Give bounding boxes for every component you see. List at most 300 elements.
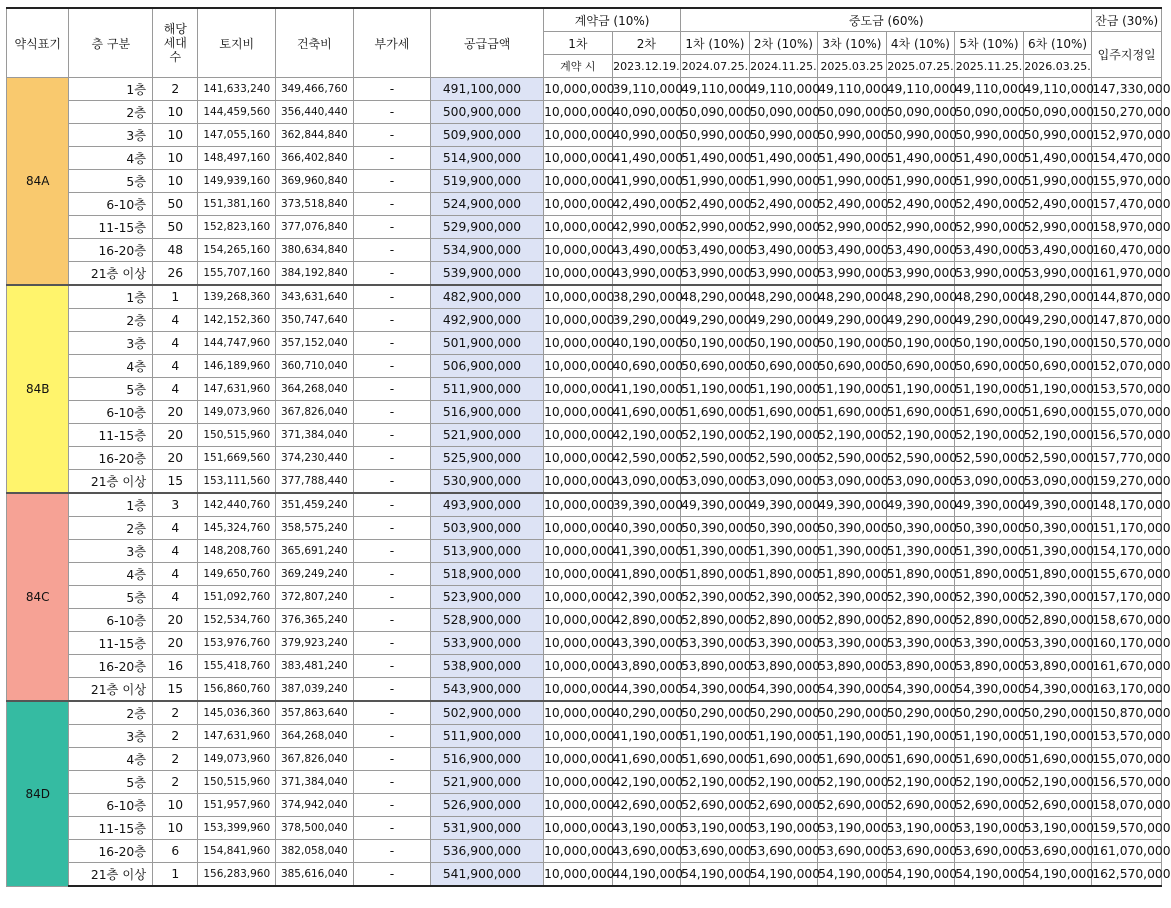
deposit-2-cell: 42,990,000 <box>612 216 681 239</box>
interim-4-cell: 53,890,000 <box>886 655 955 678</box>
interim-4-cell: 50,190,000 <box>886 332 955 355</box>
balance-cell: 158,070,000 <box>1092 794 1162 817</box>
interim-1-cell: 50,690,000 <box>681 355 750 378</box>
interim-2-cell: 51,690,000 <box>749 401 818 424</box>
interim-1-cell: 54,190,000 <box>681 863 750 887</box>
interim-5-cell: 53,090,000 <box>955 470 1024 494</box>
interim-6-cell: 48,290,000 <box>1023 285 1092 309</box>
deposit-2-cell: 40,090,000 <box>612 101 681 124</box>
supply-amount-cell: 543,900,000 <box>431 678 544 702</box>
land-cost-cell: 142,440,760 <box>198 493 276 517</box>
vat-cell: - <box>353 424 431 447</box>
supply-amount-cell: 503,900,000 <box>431 517 544 540</box>
floor-cell: 3층 <box>69 540 153 563</box>
table-header <box>7 8 1162 78</box>
interim-6-cell: 52,990,000 <box>1023 216 1092 239</box>
interim-1-cell: 51,190,000 <box>681 725 750 748</box>
header-balance: 잔금 (30%) <box>1092 8 1162 32</box>
units-cell: 2 <box>153 701 198 725</box>
interim-5-cell: 50,290,000 <box>955 701 1024 725</box>
interim-2-cell: 53,890,000 <box>749 655 818 678</box>
deposit-2-cell: 43,890,000 <box>612 655 681 678</box>
deposit-1-cell: 10,000,000 <box>544 124 613 147</box>
interim-3-cell: 53,690,000 <box>818 840 887 863</box>
deposit-1-cell: 10,000,000 <box>544 101 613 124</box>
deposit-2-cell: 42,890,000 <box>612 609 681 632</box>
deposit-2-cell: 40,690,000 <box>612 355 681 378</box>
deposit-1-cell: 10,000,000 <box>544 794 613 817</box>
interim-3-cell: 50,690,000 <box>818 355 887 378</box>
table-row <box>7 170 1162 193</box>
table-row <box>7 701 1162 725</box>
deposit-2-cell: 40,290,000 <box>612 701 681 725</box>
header-date-interim-4: 2025.07.25. <box>886 55 955 78</box>
interim-4-cell: 51,190,000 <box>886 725 955 748</box>
table-row <box>7 563 1162 586</box>
balance-cell: 155,970,000 <box>1092 170 1162 193</box>
interim-2-cell: 52,390,000 <box>749 586 818 609</box>
deposit-2-cell: 39,110,000 <box>612 78 681 101</box>
land-cost-cell: 150,515,960 <box>198 424 276 447</box>
interim-4-cell: 53,990,000 <box>886 262 955 286</box>
interim-4-cell: 52,590,000 <box>886 447 955 470</box>
interim-4-cell: 52,890,000 <box>886 609 955 632</box>
units-cell: 6 <box>153 840 198 863</box>
floor-cell: 5층 <box>69 586 153 609</box>
supply-amount-cell: 482,900,000 <box>431 285 544 309</box>
interim-1-cell: 50,190,000 <box>681 332 750 355</box>
deposit-2-cell: 41,390,000 <box>612 540 681 563</box>
table-row <box>7 285 1162 309</box>
interim-3-cell: 52,490,000 <box>818 193 887 216</box>
supply-amount-cell: 530,900,000 <box>431 470 544 494</box>
interim-4-cell: 52,990,000 <box>886 216 955 239</box>
interim-3-cell: 52,690,000 <box>818 794 887 817</box>
interim-5-cell: 53,490,000 <box>955 239 1024 262</box>
deposit-2-cell: 42,490,000 <box>612 193 681 216</box>
interim-3-cell: 51,690,000 <box>818 748 887 771</box>
building-cost-cell: 350,747,640 <box>276 309 354 332</box>
interim-5-cell: 49,290,000 <box>955 309 1024 332</box>
supply-amount-cell: 502,900,000 <box>431 701 544 725</box>
table-row <box>7 101 1162 124</box>
interim-4-cell: 53,690,000 <box>886 840 955 863</box>
header-sub-interim-5: 5차 (10%) <box>955 32 1024 55</box>
header-units-label: 해당 세대수 <box>163 22 187 64</box>
interim-4-cell: 49,390,000 <box>886 493 955 517</box>
floor-cell: 3층 <box>69 725 153 748</box>
interim-4-cell: 54,190,000 <box>886 863 955 887</box>
floor-cell: 11-15층 <box>69 216 153 239</box>
deposit-1-cell: 10,000,000 <box>544 470 613 494</box>
table-row <box>7 355 1162 378</box>
interim-1-cell: 50,990,000 <box>681 124 750 147</box>
table-row <box>7 632 1162 655</box>
units-cell: 15 <box>153 470 198 494</box>
supply-amount-cell: 514,900,000 <box>431 147 544 170</box>
units-cell: 1 <box>153 863 198 887</box>
vat-cell: - <box>353 771 431 794</box>
balance-cell: 154,170,000 <box>1092 540 1162 563</box>
units-cell: 20 <box>153 609 198 632</box>
interim-6-cell: 50,190,000 <box>1023 332 1092 355</box>
balance-cell: 155,070,000 <box>1092 401 1162 424</box>
header-move-in-date: 입주지정일 <box>1092 32 1162 78</box>
interim-6-cell: 50,090,000 <box>1023 101 1092 124</box>
interim-4-cell: 52,390,000 <box>886 586 955 609</box>
interim-4-cell: 51,390,000 <box>886 540 955 563</box>
land-cost-cell: 147,631,960 <box>198 378 276 401</box>
interim-3-cell: 52,190,000 <box>818 424 887 447</box>
interim-4-cell: 52,690,000 <box>886 794 955 817</box>
supply-amount-cell: 539,900,000 <box>431 262 544 286</box>
interim-1-cell: 52,190,000 <box>681 771 750 794</box>
land-cost-cell: 155,707,160 <box>198 262 276 286</box>
units-cell: 48 <box>153 239 198 262</box>
supply-amount-cell: 492,900,000 <box>431 309 544 332</box>
units-cell: 4 <box>153 540 198 563</box>
land-cost-cell: 149,939,160 <box>198 170 276 193</box>
interim-1-cell: 53,890,000 <box>681 655 750 678</box>
deposit-1-cell: 10,000,000 <box>544 332 613 355</box>
deposit-1-cell: 10,000,000 <box>544 840 613 863</box>
vat-cell: - <box>353 701 431 725</box>
deposit-1-cell: 10,000,000 <box>544 678 613 702</box>
interim-3-cell: 52,390,000 <box>818 586 887 609</box>
vat-cell: - <box>353 840 431 863</box>
interim-5-cell: 54,190,000 <box>955 863 1024 887</box>
floor-cell: 5층 <box>69 771 153 794</box>
deposit-2-cell: 38,290,000 <box>612 285 681 309</box>
interim-1-cell: 51,190,000 <box>681 378 750 401</box>
balance-cell: 157,470,000 <box>1092 193 1162 216</box>
vat-cell: - <box>353 78 431 101</box>
table-row <box>7 216 1162 239</box>
price-table-container <box>6 7 1171 887</box>
balance-cell: 150,570,000 <box>1092 332 1162 355</box>
deposit-2-cell: 41,990,000 <box>612 170 681 193</box>
interim-1-cell: 53,690,000 <box>681 840 750 863</box>
building-cost-cell: 373,518,840 <box>276 193 354 216</box>
vat-cell: - <box>353 517 431 540</box>
interim-3-cell: 51,190,000 <box>818 378 887 401</box>
floor-cell: 1층 <box>69 78 153 101</box>
building-cost-cell: 358,575,240 <box>276 517 354 540</box>
building-cost-cell: 369,249,240 <box>276 563 354 586</box>
balance-cell: 161,070,000 <box>1092 840 1162 863</box>
land-cost-cell: 156,860,760 <box>198 678 276 702</box>
deposit-1-cell: 10,000,000 <box>544 239 613 262</box>
interim-5-cell: 49,390,000 <box>955 493 1024 517</box>
floor-cell: 6-10층 <box>69 609 153 632</box>
balance-cell: 155,670,000 <box>1092 563 1162 586</box>
interim-4-cell: 50,990,000 <box>886 124 955 147</box>
building-cost-cell: 364,268,040 <box>276 378 354 401</box>
vat-cell: - <box>353 725 431 748</box>
vat-cell: - <box>353 748 431 771</box>
interim-1-cell: 49,390,000 <box>681 493 750 517</box>
interim-5-cell: 52,590,000 <box>955 447 1024 470</box>
supply-amount-cell: 526,900,000 <box>431 794 544 817</box>
interim-5-cell: 51,990,000 <box>955 170 1024 193</box>
interim-3-cell: 50,290,000 <box>818 701 887 725</box>
interim-1-cell: 51,890,000 <box>681 563 750 586</box>
floor-cell: 16-20층 <box>69 447 153 470</box>
table-row <box>7 78 1162 101</box>
header-sub-interim-2: 2차 (10%) <box>749 32 818 55</box>
interim-4-cell: 51,990,000 <box>886 170 955 193</box>
supply-amount-cell: 538,900,000 <box>431 655 544 678</box>
building-cost-cell: 367,826,040 <box>276 401 354 424</box>
floor-cell: 5층 <box>69 378 153 401</box>
floor-cell: 2층 <box>69 701 153 725</box>
floor-cell: 11-15층 <box>69 632 153 655</box>
vat-cell: - <box>353 101 431 124</box>
land-cost-cell: 153,111,560 <box>198 470 276 494</box>
table-row <box>7 493 1162 517</box>
land-cost-cell: 148,208,760 <box>198 540 276 563</box>
interim-2-cell: 49,290,000 <box>749 309 818 332</box>
table-row <box>7 262 1162 286</box>
deposit-2-cell: 41,490,000 <box>612 147 681 170</box>
land-cost-cell: 151,669,560 <box>198 447 276 470</box>
interim-5-cell: 52,190,000 <box>955 424 1024 447</box>
supply-amount-cell: 511,900,000 <box>431 725 544 748</box>
header-sub-interim-6: 6차 (10%) <box>1023 32 1092 55</box>
interim-1-cell: 50,390,000 <box>681 517 750 540</box>
vat-cell: - <box>353 193 431 216</box>
balance-cell: 155,070,000 <box>1092 748 1162 771</box>
floor-cell: 16-20층 <box>69 655 153 678</box>
interim-3-cell: 49,390,000 <box>818 493 887 517</box>
supply-amount-cell: 534,900,000 <box>431 239 544 262</box>
balance-cell: 152,970,000 <box>1092 124 1162 147</box>
deposit-2-cell: 42,190,000 <box>612 771 681 794</box>
interim-3-cell: 52,590,000 <box>818 447 887 470</box>
interim-4-cell: 53,190,000 <box>886 817 955 840</box>
interim-2-cell: 52,190,000 <box>749 771 818 794</box>
interim-5-cell: 51,390,000 <box>955 540 1024 563</box>
units-cell: 10 <box>153 101 198 124</box>
land-cost-cell: 156,283,960 <box>198 863 276 887</box>
building-cost-cell: 378,500,040 <box>276 817 354 840</box>
header-date-interim-2: 2024.11.25. <box>749 55 818 78</box>
interim-6-cell: 51,190,000 <box>1023 725 1092 748</box>
units-cell: 50 <box>153 193 198 216</box>
building-cost-cell: 383,481,240 <box>276 655 354 678</box>
supply-amount-cell: 529,900,000 <box>431 216 544 239</box>
deposit-1-cell: 10,000,000 <box>544 355 613 378</box>
interim-1-cell: 51,990,000 <box>681 170 750 193</box>
interim-6-cell: 54,390,000 <box>1023 678 1092 702</box>
interim-5-cell: 52,190,000 <box>955 771 1024 794</box>
interim-3-cell: 48,290,000 <box>818 285 887 309</box>
interim-5-cell: 50,190,000 <box>955 332 1024 355</box>
header-interim: 중도금 (60%) <box>681 8 1092 32</box>
header-sub-interim-1: 1차 (10%) <box>681 32 750 55</box>
header-deposit: 계약금 (10%) <box>544 8 681 32</box>
land-cost-cell: 148,497,160 <box>198 147 276 170</box>
vat-cell: - <box>353 540 431 563</box>
interim-6-cell: 51,390,000 <box>1023 540 1092 563</box>
units-cell: 2 <box>153 771 198 794</box>
interim-4-cell: 51,690,000 <box>886 401 955 424</box>
table-row <box>7 332 1162 355</box>
interim-6-cell: 50,990,000 <box>1023 124 1092 147</box>
header-date-deposit-1: 계약 시 <box>544 55 613 78</box>
interim-4-cell: 48,290,000 <box>886 285 955 309</box>
land-cost-cell: 144,747,960 <box>198 332 276 355</box>
interim-4-cell: 50,390,000 <box>886 517 955 540</box>
deposit-2-cell: 43,490,000 <box>612 239 681 262</box>
floor-cell: 6-10층 <box>69 193 153 216</box>
interim-1-cell: 51,390,000 <box>681 540 750 563</box>
land-cost-cell: 154,841,960 <box>198 840 276 863</box>
interim-5-cell: 50,990,000 <box>955 124 1024 147</box>
land-cost-cell: 150,515,960 <box>198 771 276 794</box>
interim-2-cell: 52,890,000 <box>749 609 818 632</box>
interim-2-cell: 53,090,000 <box>749 470 818 494</box>
table-row <box>7 424 1162 447</box>
vat-cell: - <box>353 447 431 470</box>
interim-5-cell: 51,690,000 <box>955 748 1024 771</box>
interim-3-cell: 49,290,000 <box>818 309 887 332</box>
units-cell: 15 <box>153 678 198 702</box>
interim-2-cell: 53,190,000 <box>749 817 818 840</box>
interim-3-cell: 52,890,000 <box>818 609 887 632</box>
header-floor: 층 구분 <box>69 8 153 78</box>
interim-6-cell: 51,990,000 <box>1023 170 1092 193</box>
deposit-2-cell: 43,690,000 <box>612 840 681 863</box>
interim-4-cell: 51,190,000 <box>886 378 955 401</box>
interim-6-cell: 51,690,000 <box>1023 748 1092 771</box>
interim-5-cell: 51,490,000 <box>955 147 1024 170</box>
building-cost-cell: 377,076,840 <box>276 216 354 239</box>
table-row <box>7 239 1162 262</box>
table-row <box>7 817 1162 840</box>
interim-2-cell: 52,590,000 <box>749 447 818 470</box>
units-cell: 4 <box>153 586 198 609</box>
land-cost-cell: 144,459,560 <box>198 101 276 124</box>
interim-6-cell: 49,110,000 <box>1023 78 1092 101</box>
building-cost-cell: 374,230,440 <box>276 447 354 470</box>
deposit-1-cell: 10,000,000 <box>544 447 613 470</box>
balance-cell: 159,270,000 <box>1092 470 1162 494</box>
supply-amount-cell: 509,900,000 <box>431 124 544 147</box>
balance-cell: 150,270,000 <box>1092 101 1162 124</box>
vat-cell: - <box>353 632 431 655</box>
interim-6-cell: 51,490,000 <box>1023 147 1092 170</box>
building-cost-cell: 374,942,040 <box>276 794 354 817</box>
interim-4-cell: 52,490,000 <box>886 193 955 216</box>
floor-cell: 21층 이상 <box>69 262 153 286</box>
building-cost-cell: 371,384,040 <box>276 771 354 794</box>
interim-6-cell: 49,290,000 <box>1023 309 1092 332</box>
table-row <box>7 586 1162 609</box>
floor-cell: 16-20층 <box>69 239 153 262</box>
supply-amount-cell: 523,900,000 <box>431 586 544 609</box>
interim-6-cell: 52,390,000 <box>1023 586 1092 609</box>
interim-1-cell: 52,990,000 <box>681 216 750 239</box>
table-row <box>7 147 1162 170</box>
floor-cell: 3층 <box>69 332 153 355</box>
interim-6-cell: 52,190,000 <box>1023 424 1092 447</box>
interim-4-cell: 51,690,000 <box>886 748 955 771</box>
interim-2-cell: 51,190,000 <box>749 725 818 748</box>
floor-cell: 1층 <box>69 285 153 309</box>
deposit-1-cell: 10,000,000 <box>544 78 613 101</box>
interim-6-cell: 53,890,000 <box>1023 655 1092 678</box>
header-units <box>153 8 198 78</box>
header-sub-interim-4: 4차 (10%) <box>886 32 955 55</box>
table-row <box>7 309 1162 332</box>
land-cost-cell: 145,324,760 <box>198 517 276 540</box>
deposit-2-cell: 41,190,000 <box>612 378 681 401</box>
land-cost-cell: 149,650,760 <box>198 563 276 586</box>
balance-cell: 158,670,000 <box>1092 609 1162 632</box>
interim-2-cell: 52,690,000 <box>749 794 818 817</box>
building-cost-cell: 377,788,440 <box>276 470 354 494</box>
land-cost-cell: 147,631,960 <box>198 725 276 748</box>
interim-6-cell: 52,590,000 <box>1023 447 1092 470</box>
supply-amount-cell: 524,900,000 <box>431 193 544 216</box>
vat-cell: - <box>353 794 431 817</box>
deposit-1-cell: 10,000,000 <box>544 655 613 678</box>
deposit-2-cell: 43,990,000 <box>612 262 681 286</box>
balance-cell: 160,470,000 <box>1092 239 1162 262</box>
interim-1-cell: 48,290,000 <box>681 285 750 309</box>
units-cell: 20 <box>153 632 198 655</box>
interim-3-cell: 53,390,000 <box>818 632 887 655</box>
floor-cell: 2층 <box>69 517 153 540</box>
interim-5-cell: 53,890,000 <box>955 655 1024 678</box>
interim-4-cell: 51,490,000 <box>886 147 955 170</box>
interim-2-cell: 50,190,000 <box>749 332 818 355</box>
floor-cell: 4층 <box>69 147 153 170</box>
interim-2-cell: 51,390,000 <box>749 540 818 563</box>
supply-amount-cell: 525,900,000 <box>431 447 544 470</box>
balance-cell: 147,330,000 <box>1092 78 1162 101</box>
interim-6-cell: 54,190,000 <box>1023 863 1092 887</box>
building-cost-cell: 376,365,240 <box>276 609 354 632</box>
deposit-2-cell: 43,390,000 <box>612 632 681 655</box>
units-cell: 10 <box>153 170 198 193</box>
balance-cell: 150,870,000 <box>1092 701 1162 725</box>
land-cost-cell: 147,055,160 <box>198 124 276 147</box>
building-cost-cell: 349,466,760 <box>276 78 354 101</box>
header-date-deposit-2: 2023.12.19. <box>612 55 681 78</box>
supply-amount-cell: 506,900,000 <box>431 355 544 378</box>
balance-cell: 157,770,000 <box>1092 447 1162 470</box>
table-row <box>7 678 1162 702</box>
interim-4-cell: 51,890,000 <box>886 563 955 586</box>
units-cell: 10 <box>153 794 198 817</box>
floor-cell: 4층 <box>69 748 153 771</box>
interim-5-cell: 50,090,000 <box>955 101 1024 124</box>
table-row <box>7 863 1162 887</box>
vat-cell: - <box>353 401 431 424</box>
table-row <box>7 540 1162 563</box>
interim-3-cell: 50,090,000 <box>818 101 887 124</box>
deposit-1-cell: 10,000,000 <box>544 378 613 401</box>
table-body <box>7 78 1171 887</box>
balance-cell: 148,170,000 <box>1092 493 1162 517</box>
interim-3-cell: 50,990,000 <box>818 124 887 147</box>
floor-cell: 6-10층 <box>69 401 153 424</box>
building-cost-cell: 387,039,240 <box>276 678 354 702</box>
interim-5-cell: 52,390,000 <box>955 586 1024 609</box>
interim-2-cell: 54,190,000 <box>749 863 818 887</box>
